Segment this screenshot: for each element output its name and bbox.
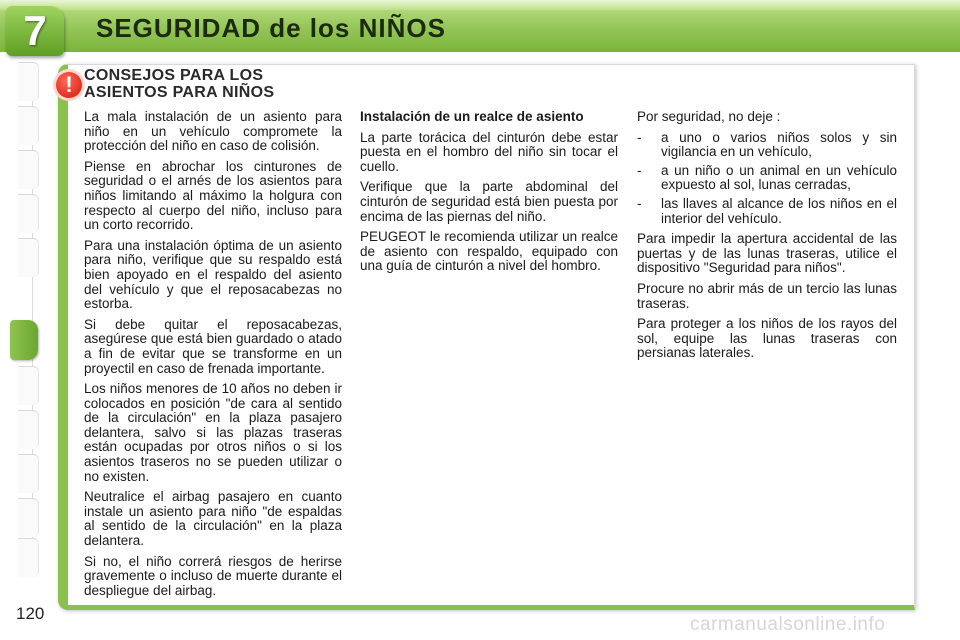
chapter-tab[interactable] bbox=[18, 366, 39, 405]
column-3 bbox=[637, 110, 897, 367]
paragraph: Si no, el niño correrá riesgos de herirse gravemente o incluso de muerte durante el despliegue del airbag. bbox=[84, 553, 342, 598]
header-highlight bbox=[0, 0, 960, 10]
list-item-text: a un niño o un animal en un vehículo expuesto al sol, lunas cerradas, bbox=[661, 162, 897, 193]
dash-bullet: - bbox=[637, 195, 642, 211]
chapter-tab[interactable] bbox=[18, 150, 39, 189]
chapter-tab[interactable] bbox=[18, 410, 39, 449]
paragraph: La parte torácica del cinturón debe estar puesta en el hombro del niño sin tocar el cuello. bbox=[360, 129, 618, 174]
paragraph: Procure no abrir más de un tercio las lunas traseras. bbox=[637, 280, 897, 311]
chapter-tab-strip bbox=[6, 62, 33, 577]
list-item bbox=[637, 197, 897, 226]
list-item-text: a uno o varios niños solos y sin vigilancia en un vehículo, bbox=[661, 129, 897, 160]
column-2 bbox=[360, 110, 618, 280]
list-item bbox=[637, 131, 897, 160]
paragraph: Si debe quitar el reposacabezas, asegúrese que está bien guardado o atado a fin de evitar que se transforme en un proyectil en caso de frenada importante. bbox=[84, 316, 342, 376]
chapter-tab[interactable] bbox=[18, 538, 39, 577]
dash-bullet: - bbox=[637, 162, 642, 178]
page-number: 120 bbox=[16, 604, 45, 623]
paragraph: Piense en abrochar los cinturones de seguridad o el arnés de los asientos para niños limitando al máximo la holgura con respecto al cuerpo del niño, incluso para un corto recorrido. bbox=[84, 158, 342, 233]
warning-icon: ! bbox=[56, 72, 82, 98]
watermark: carmanualsonline.info bbox=[690, 614, 886, 635]
dash-bullet: - bbox=[637, 129, 642, 145]
chapter-tab[interactable] bbox=[18, 106, 39, 145]
chapter-tab[interactable] bbox=[18, 498, 39, 537]
section-title: CONSEJOS PARA LOS ASIENTOS PARA NIÑOS bbox=[84, 67, 275, 101]
paragraph: La mala instalación de un asiento para niño en un vehículo compromete la protección del niño en caso de colisión. bbox=[84, 109, 342, 154]
paragraph: PEUGEOT le recomienda utilizar un realce de asiento con respaldo, equipado con una guía de cinturón a nivel del hombro. bbox=[360, 229, 618, 274]
chapter-tab-active[interactable] bbox=[10, 320, 38, 360]
list-item-text: las llaves al alcance de los niños en el interior del vehículo. bbox=[661, 195, 897, 226]
chapter-tab[interactable] bbox=[18, 454, 39, 493]
chapter-tab[interactable] bbox=[18, 62, 39, 101]
paragraph: Para una instalación óptima de un asiento para niño, verifique que su respaldo está bien apoyado en el respaldo del asiento del vehículo y que el reposacabezas no estorba. bbox=[84, 237, 342, 312]
list-item bbox=[637, 164, 897, 193]
paragraph: Para proteger a los niños de los rayos del sol, equipe las lunas traseras con persianas laterales. bbox=[637, 316, 897, 361]
intro-text: Por seguridad, no deje : bbox=[637, 109, 781, 124]
paragraph: Para impedir la apertura accidental de las puertas y de las lunas traseras, utilice el dispositivo "Seguridad para niños". bbox=[637, 231, 897, 276]
chapter-tab[interactable] bbox=[18, 238, 39, 277]
paragraph: Verifique que la parte abdominal del cinturón de seguridad está bien puesta por encima de las piernas del niño. bbox=[360, 179, 618, 224]
chapter-badge: 7 bbox=[6, 6, 64, 56]
paragraph: Neutralice el airbag pasajero en cuanto instale un asiento para niño "de espaldas al sentido de la circulación" en la plaza delantera. bbox=[84, 489, 342, 549]
subheading: Instalación de un realce de asiento bbox=[360, 109, 584, 124]
page-title: SEGURIDAD de los NIÑOS bbox=[96, 13, 446, 43]
chapter-tab[interactable] bbox=[18, 194, 39, 233]
paragraph: Los niños menores de 10 años no deben ir colocados en posición "de cara al sentido de la circulación" en la plaza pasajero delantera, salvo si las plazas traseras están ocupadas por otros niños o si los asientos traseros no se pueden utilizar o no existen. bbox=[84, 381, 342, 484]
column-1 bbox=[84, 110, 342, 604]
